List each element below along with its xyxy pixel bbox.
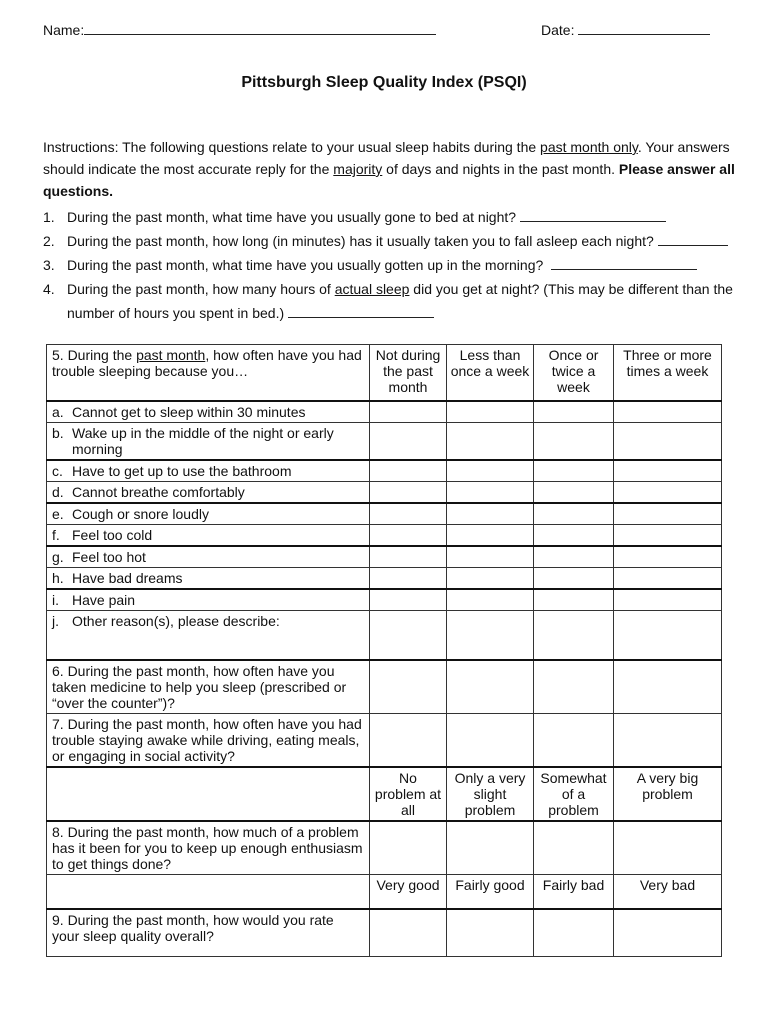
- question-number: 1.: [43, 209, 55, 225]
- answer-cell[interactable]: [614, 460, 722, 482]
- answer-cell[interactable]: [370, 524, 447, 546]
- q8-prompt: 8. During the past month, how much of a problem has it been for you to keep up enough enthusiasm to get things done?: [47, 821, 370, 875]
- answer-cell[interactable]: [534, 481, 614, 503]
- answer-cell[interactable]: [447, 401, 534, 423]
- q5-item: [47, 524, 370, 546]
- problem-header: A very big problem: [614, 767, 722, 821]
- question-text-cont: did you get at night? (This may be different than the: [409, 281, 733, 297]
- empty-cell: [47, 875, 370, 909]
- answer-cell[interactable]: [534, 610, 614, 660]
- item-text: Feel too hot: [72, 548, 146, 565]
- item-text: Cannot breathe comfortably: [72, 483, 245, 500]
- question-2: [43, 229, 743, 253]
- item-text: Other reason(s), please describe:: [72, 612, 280, 629]
- item-letter: f.: [52, 526, 60, 543]
- q5-text-cont: , how often have you had trouble sleeping because you…: [52, 347, 362, 379]
- answer-blank[interactable]: [551, 255, 697, 270]
- answer-cell[interactable]: [534, 589, 614, 611]
- answer-cell[interactable]: [614, 567, 722, 589]
- answer-cell[interactable]: [447, 610, 534, 660]
- answer-cell[interactable]: [370, 660, 447, 714]
- q5-item: [47, 610, 370, 660]
- q5-item: [47, 422, 370, 460]
- answer-cell[interactable]: [534, 524, 614, 546]
- answer-cell[interactable]: [447, 660, 534, 714]
- question-text: During the past month, what time have you usually gone to bed at night?: [67, 209, 517, 225]
- item-text: Have bad dreams: [72, 569, 183, 586]
- quality-header: Very bad: [614, 875, 722, 909]
- answer-cell[interactable]: [447, 422, 534, 460]
- q5-item: [47, 503, 370, 525]
- frequency-table: [46, 344, 722, 957]
- answer-cell[interactable]: [534, 546, 614, 568]
- instructions-bold: Please answer all questions.: [43, 161, 735, 199]
- answer-cell[interactable]: [447, 567, 534, 589]
- answer-cell[interactable]: [614, 481, 722, 503]
- item-letter: c.: [52, 462, 63, 479]
- item-letter: g.: [52, 548, 64, 565]
- answer-cell[interactable]: [614, 503, 722, 525]
- freq-header: Three or more times a week: [614, 345, 722, 401]
- item-letter: j.: [52, 612, 59, 629]
- instructions-text-1: Instructions: The following questions relate to your usual sleep habits during the: [43, 139, 541, 155]
- answer-cell[interactable]: [614, 589, 722, 611]
- answer-cell[interactable]: [534, 460, 614, 482]
- q5-item: [47, 481, 370, 503]
- answer-cell[interactable]: [614, 821, 722, 875]
- answer-cell[interactable]: [370, 422, 447, 460]
- item-text: Have pain: [72, 591, 136, 608]
- answer-cell[interactable]: [534, 909, 614, 957]
- answer-cell[interactable]: [370, 589, 447, 611]
- answer-cell[interactable]: [534, 567, 614, 589]
- answer-blank[interactable]: [520, 207, 666, 222]
- item-letter: d.: [52, 483, 64, 500]
- date-label: Date:: [541, 22, 575, 38]
- answer-cell[interactable]: [447, 909, 534, 957]
- answer-cell[interactable]: [614, 610, 722, 660]
- answer-cell[interactable]: [447, 481, 534, 503]
- answer-cell[interactable]: [534, 821, 614, 875]
- instructions-underline-2: majority: [333, 161, 383, 177]
- answer-blank[interactable]: [658, 231, 728, 246]
- answer-cell[interactable]: [534, 660, 614, 714]
- page-title: Pittsburgh Sleep Quality Index (PSQI): [241, 74, 527, 91]
- question-text: During the past month, how long (in minutes) has it usually taken you to fall asleep each night?: [67, 233, 654, 249]
- answer-cell[interactable]: [534, 401, 614, 423]
- answer-cell[interactable]: [370, 401, 447, 423]
- item-text: Cannot get to sleep within 30 minutes: [72, 403, 306, 420]
- answer-cell[interactable]: [614, 401, 722, 423]
- question-underline: actual sleep: [334, 281, 410, 297]
- q6-prompt: 6. During the past month, how often have you taken medicine to help you sleep (prescribed or “over the counter”)?: [47, 660, 370, 714]
- answer-cell[interactable]: [614, 422, 722, 460]
- name-label: Name:: [43, 22, 85, 38]
- name-field: [43, 21, 436, 38]
- answer-cell[interactable]: [447, 821, 534, 875]
- answer-cell[interactable]: [534, 714, 614, 768]
- item-text: Cough or snore loudly: [72, 505, 209, 522]
- answer-cell[interactable]: [370, 503, 447, 525]
- item-letter: e.: [52, 505, 64, 522]
- answer-cell[interactable]: [447, 503, 534, 525]
- question-1: [43, 205, 743, 229]
- q5-item: [47, 546, 370, 568]
- answer-cell[interactable]: [370, 610, 447, 660]
- item-letter: i.: [52, 591, 59, 608]
- answer-cell[interactable]: [447, 524, 534, 546]
- answer-cell[interactable]: [447, 714, 534, 768]
- item-text: Feel too cold: [72, 526, 153, 543]
- question-number: 4.: [43, 281, 55, 297]
- answer-cell[interactable]: [614, 546, 722, 568]
- instructions-underline-1: past month only: [540, 139, 638, 155]
- name-blank[interactable]: [84, 21, 436, 35]
- answer-blank[interactable]: [288, 303, 434, 318]
- instructions-text-2: . Your answers should indicate the most accurate reply for the: [43, 139, 730, 177]
- freq-header: Once or twice a week: [534, 345, 614, 401]
- problem-header: Somewhat of a problem: [534, 767, 614, 821]
- answer-cell[interactable]: [370, 460, 447, 482]
- q5-item: [47, 401, 370, 423]
- answer-cell[interactable]: [447, 589, 534, 611]
- item-letter: h.: [52, 569, 64, 586]
- question-number: 3.: [43, 257, 55, 273]
- q5-item: [47, 567, 370, 589]
- question-4: [43, 277, 743, 325]
- quality-header: Fairly good: [447, 875, 534, 909]
- answer-cell[interactable]: [370, 567, 447, 589]
- item-letter: b.: [52, 424, 64, 441]
- freq-header: Not during the past month: [370, 345, 447, 401]
- answer-cell[interactable]: [614, 660, 722, 714]
- answer-cell[interactable]: [614, 909, 722, 957]
- item-text: Have to get up to use the bathroom: [72, 462, 292, 479]
- problem-header: Only a very slight problem: [447, 767, 534, 821]
- item-letter: a.: [52, 403, 64, 420]
- date-blank[interactable]: [578, 21, 710, 35]
- answer-cell[interactable]: [614, 714, 722, 768]
- q9-prompt: 9. During the past month, how would you rate your sleep quality overall?: [47, 909, 370, 957]
- item-text: Wake up in the middle of the night or early morning: [72, 424, 334, 457]
- q5-underline: past month: [136, 347, 206, 363]
- answer-cell[interactable]: [370, 546, 447, 568]
- q7-prompt: 7. During the past month, how often have you had trouble staying awake while driving, eating meals, or engaging in social activity?: [47, 714, 370, 768]
- q5-item: [47, 589, 370, 611]
- question-number: 2.: [43, 233, 55, 249]
- answer-cell[interactable]: [370, 909, 447, 957]
- answer-cell[interactable]: [447, 460, 534, 482]
- quality-header: Fairly bad: [534, 875, 614, 909]
- answer-cell[interactable]: [370, 821, 447, 875]
- answer-cell[interactable]: [614, 524, 722, 546]
- empty-cell: [47, 767, 370, 821]
- q5-text: 5. During the: [52, 347, 137, 363]
- answer-cell[interactable]: [534, 422, 614, 460]
- quality-header: Very good: [370, 875, 447, 909]
- instructions-text-3: of days and nights in the past month.: [382, 161, 619, 177]
- question-text: During the past month, what time have you usually gotten up in the morning?: [67, 257, 544, 273]
- answer-cell[interactable]: [447, 546, 534, 568]
- answer-cell[interactable]: [370, 481, 447, 503]
- q5-item: [47, 460, 370, 482]
- question-text: During the past month, how many hours of: [67, 281, 335, 297]
- problem-header: No problem at all: [370, 767, 447, 821]
- answer-cell[interactable]: [370, 714, 447, 768]
- answer-cell[interactable]: [534, 503, 614, 525]
- q5-prompt: [47, 345, 370, 401]
- question-text-line2: number of hours you spent in bed.): [67, 305, 285, 321]
- instructions: [43, 136, 743, 202]
- freq-header: Less than once a week: [447, 345, 534, 401]
- date-field: [541, 21, 710, 38]
- question-3: [43, 253, 743, 277]
